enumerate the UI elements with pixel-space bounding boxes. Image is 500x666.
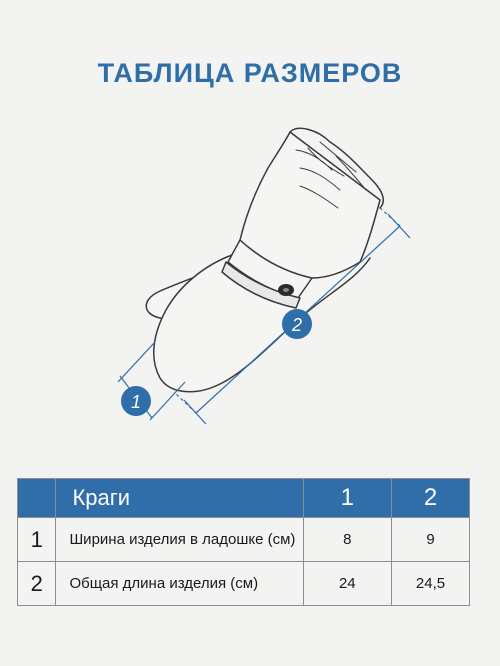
table-row [18,562,470,606]
marker-2 [282,309,312,339]
row-value-size-2: 9 [392,518,470,562]
row-number: 1 [18,518,56,562]
svg-text:1: 1 [130,392,142,412]
row-name: Ширина изделия в ладошке (см) [56,518,303,562]
mitten-illustration [146,128,383,391]
header-blank [18,479,56,518]
header-size-2: 2 [392,479,470,518]
page-title: ТАБЛИЦА РАЗМЕРОВ [97,58,403,88]
header-product: Краги [56,479,303,518]
svg-text:2: 2 [291,315,303,335]
row-value-size-2: 24,5 [392,562,470,606]
row-name: Общая длина изделия (см) [56,562,303,606]
size-table [17,478,470,606]
header-size-1: 1 [303,479,391,518]
marker-1 [121,386,151,416]
row-number: 2 [18,562,56,606]
row-value-size-1: 8 [303,518,391,562]
table-header-row [18,479,470,518]
table-row [18,518,470,562]
row-value-size-1: 24 [303,562,391,606]
